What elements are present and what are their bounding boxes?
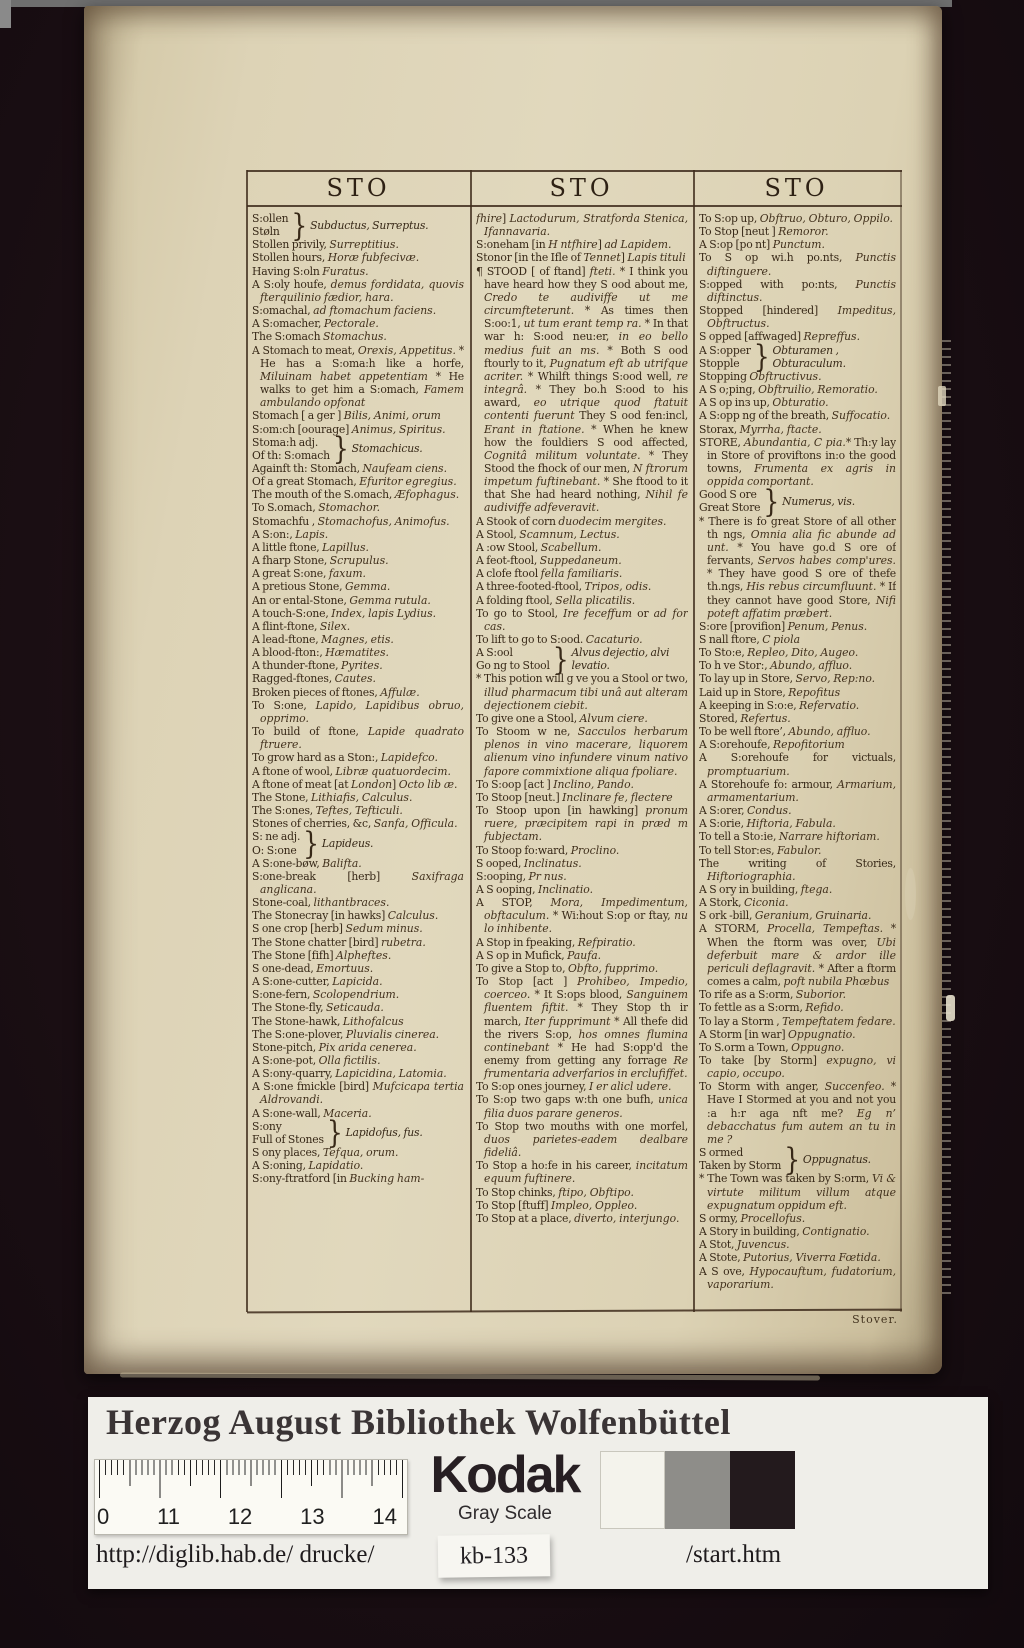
dictionary-entry: To lift to go to S:ood. Cacaturio. <box>476 633 643 646</box>
dictionary-entry: The S:one-plover, Pluvialis cinerea. <box>252 1027 440 1041</box>
dictionary-entry: A feot-ftool, Suppedaneum. <box>476 554 622 568</box>
dictionary-entry: To Stop [ftuff] Impleo, Oppleo. <box>476 1198 638 1212</box>
dictionary-entry: To S:op two gaps w:th one bufh, unica filia duos parare generos. <box>476 1093 688 1120</box>
dictionary-entry: Having S:oln Furatus. <box>252 264 369 278</box>
dictionary-entry: The Stone-hawk, Lithofalcus <box>252 1014 404 1028</box>
dictionary-entry: S:om:ch [oourage] Animus, Spiritus. <box>252 422 446 436</box>
library-label-card <box>88 1397 988 1589</box>
digital-library-url: http://diglib.hab.de/ drucke/ <box>96 1541 375 1568</box>
dictionary-entry: A S ooping, Inclinatio. <box>476 882 594 896</box>
dictionary-entry: S opped [affwaged] Repreffus. <box>699 330 861 344</box>
dictionary-entry: To tell a Sto:ie, Narrare hiftoriam. <box>699 830 880 844</box>
dictionary-entry: To Sto:e, Repleo, Dito, Augeo. <box>699 646 859 660</box>
dictionary-entry: A keeping in S:o:e, Refervatio. <box>699 698 860 712</box>
dictionary-entry: S nall ftore, C piola <box>699 633 801 646</box>
dictionary-entry: A Stomach to meat, Orexis, Appetitus. * He has a S:oma:h like a horfe, Miluinam habet appetentiam * He walks to get him a S:omach, Famem ambulando opfonat <box>252 343 464 410</box>
dictionary-entry: A ftone of wool, Libræ quatuordecim. <box>252 764 451 778</box>
dictionary-entry: A little ftone, Lapillus. <box>252 540 369 554</box>
running-head-column-2: STO <box>549 174 614 202</box>
dictionary-entry: To rife as a S:orm, Suborior. <box>699 988 847 1002</box>
dictionary-entry: A S:one fmickle [bird] Mufcicapa tertia Aldrovandi. <box>252 1080 464 1107</box>
dictionary-entry: A great S:one, faxum. <box>252 567 366 581</box>
dictionary-entry: A S:one-wall, Maceria. <box>252 1106 372 1120</box>
dictionary-entry: A Stork, Ciconia. <box>699 896 789 910</box>
dictionary-entry: The Stone [fifh] Alpheftes. <box>252 948 392 962</box>
gray-scale-patch-1 <box>665 1451 730 1529</box>
dictionary-entry: S ooped, Inclinatus. <box>476 856 582 870</box>
dictionary-entry: Stomachfu , Stomachofus, Animofus. <box>252 514 450 528</box>
catchword: Stover. <box>852 1313 898 1326</box>
dictionary-entry: A folding ftool, Sella plicatilis. <box>476 593 636 607</box>
header-underline <box>247 205 902 207</box>
dictionary-entry: To tell Stor:es, Fabulor. <box>699 843 822 857</box>
ruler-label: 11 <box>157 1504 180 1529</box>
dictionary-entry: A lead-ftone, Magnes, etis. <box>252 633 394 646</box>
column-divider-2 <box>693 170 695 1312</box>
dictionary-entry: STORE, Abundantia, C pia.* Th:y lay in Store of proviftons in:o the good towns, Frumenta ex agris in oppida comportant. <box>699 435 896 489</box>
dictionary-entry: To Stoop [neut.] Inclinare fe, flectere <box>476 790 673 804</box>
dictionary-entry: To Storm with anger, Succenfeo. * Have I Stormed at you and not you :a h:r aga nft me? Eg n’ debacchatus fum autem an tu in me ? <box>699 1080 896 1146</box>
dictionary-entry: Stored, Refertus. <box>699 711 791 725</box>
dictionary-entry: To Stoop upon [in hawking] pronum ruere, præcipitem rapi in præd m fubjectam. <box>476 804 688 844</box>
dictionary-entry: A S o;ping, Obftruilio, Remoratio. <box>699 383 878 397</box>
dictionary-brace-entry: A S:opper Stopple } Obturamen , Obturaculum. <box>699 338 846 375</box>
dictionary-entry: S:ony-ftratford [in Bucking ham- <box>252 1172 425 1186</box>
dictionary-brace-entry: Good S ore Great Store } Numerus, vis. <box>699 483 855 520</box>
dictionary-entry: To S:op ones journey, I er alicl udere. <box>476 1080 672 1094</box>
dictionary-entry: A Stook of corn duodecim mergites. <box>476 514 667 528</box>
dictionary-entry: To S:op up, Obftruo, Obturo, Oppilo. <box>699 212 893 225</box>
dictionary-entry: * There is fo great Store of all other th ngs, Omnia alia fic abunde ad unt. * You have go.d S ore of fervants, Servos habes comp'ures. * They have good S ore of thefe th.ngs, His rebus circumfluunt. * If they cannot have good Store, Nifi poteft affatim præbert. <box>699 514 896 620</box>
dictionary-entry: A fharp Stone, Scrupulus. <box>252 554 389 568</box>
dictionary-entry: A Stop in fpeaking, Refpiratio. <box>476 935 636 949</box>
dictionary-entry: A S:orehoufe for victuals, promptuarium. <box>699 751 896 778</box>
dictionary-entry: S:ooping, Pr nus. <box>476 869 567 883</box>
dictionary-entry: A S:ony-quarry, Lapicidina, Latomia. <box>252 1067 447 1081</box>
dictionary-entry: A pretious Stone, Gemma. <box>252 580 391 594</box>
ruler-label: 0 <box>97 1504 110 1529</box>
gray-scale-label: Gray Scale <box>458 1503 552 1524</box>
dictionary-entry: A S op in Mufick, Paufa. <box>476 948 602 962</box>
dictionary-brace-entry: S ormed Taken by Storm } Oppugnatus. <box>699 1141 871 1178</box>
dictionary-entry: S ony places, Tefqua, orum. <box>252 1146 399 1160</box>
dictionary-entry: The Stone, Lithiafis, Calculus. <box>252 790 413 804</box>
dictionary-entry: A S:oning, Lapidatio. <box>252 1159 364 1173</box>
dictionary-entry: To S.orm a Town, Oppugno. <box>699 1040 845 1054</box>
dictionary-entry: Stomach [ a ger ] Bilis, Animi, orum <box>252 409 441 423</box>
fore-edge-speck <box>938 386 946 406</box>
dictionary-entry: To Stoom w ne, Sacculos herbarum plenos in vino macerare, liquorem alienum vino infundere vinum nativo fapore commixtione aliqua fpoliare. <box>476 725 688 778</box>
dictionary-entry: A S ory in building, ftega. <box>699 882 833 896</box>
dictionary-entry: A S:orie, Hiftoria, Fabula. <box>699 817 836 831</box>
dictionary-entry: A touch-S:one, Index, lapis Lydius. <box>252 606 437 620</box>
dictionary-entry: * This potion will g ve you a Stool or two, illud pharmacum tibi unâ aut alteram dejectionem ciebit. <box>476 672 688 712</box>
brace-glyph: } <box>784 1141 800 1178</box>
dictionary-entry: A S:one-bøw, Balifta. <box>252 856 362 870</box>
dictionary-entry: A Stool, Scamnum, Lectus. <box>476 527 620 541</box>
dictionary-entry: To go to Stool, Ire feceffum or ad for cas. <box>476 606 688 633</box>
gray-scale-patches <box>600 1451 795 1529</box>
page-blemish <box>905 868 916 920</box>
dictionary-brace-entry: S:ollen Støln } Subductus, Surreptus. <box>252 212 464 238</box>
brace-glyph: } <box>753 338 770 375</box>
brace-glyph: } <box>332 430 349 467</box>
dictionary-entry: Stone-coal, lithantbraces. <box>252 896 390 910</box>
dictionary-entry: Stones of cherries, &c, Sanfa, Officula. <box>252 817 458 831</box>
dictionary-entry: Storax, Myrrha, ftacte. <box>699 422 822 436</box>
dictionary-entry: A S:oly houfe, demus fordidata, quovis fterquilinio fædior, hara. <box>252 277 464 304</box>
running-head-column-1: STO <box>326 174 391 202</box>
dictionary-entry: To Stop [act ] Prohibeo, Impedio, coerceo. * It S:ops blood, Sanguinem fluentem fiftit. * They Stop th ir march, Iter fupprimunt * All thefe did the rivers S:op, hos omnes flumina continebant * He had S:opp'd the enemy from getting any forrage Re frumentaria adverfarios in erclufiffet. <box>476 975 688 1081</box>
dictionary-entry: Stopped [hindered] Impeditus, Obftructus. <box>699 304 896 331</box>
book-fore-edge <box>942 340 951 1295</box>
brace-glyph: } <box>326 1114 343 1152</box>
dictionary-column-1 <box>252 212 464 1308</box>
dictionary-entry: A Storm [in war] Oppugnatio. <box>699 1027 856 1041</box>
ruler-label: 12 <box>227 1504 253 1529</box>
gray-scale-patch-0 <box>600 1451 665 1529</box>
dictionary-entry: A STOP, Mora, Impedimentum, obftaculum. * Wi:hout S:op or ftay, nu lo inhibente. <box>476 896 688 936</box>
text-block-top-rule <box>247 170 902 172</box>
running-head-column-3: STO <box>764 174 829 202</box>
dictionary-entry: A STORM, Procella, Tempeftas. * When the ftorm was over, Ubi deferbuit mare & ardor ille periculi deflagravit. * After a ftorm comes a calm, poft nubila Phœbus <box>699 922 896 989</box>
dictionary-entry: A three-footed-ftool, Tripos, odis. <box>476 580 652 594</box>
gray-scale-patch-2 <box>730 1451 795 1529</box>
dictionary-entry: To S:oop [act ] Inclino, Pando. <box>476 777 634 791</box>
dictionary-entry: S:oneham [in H ntfhire] ad Lapidem. <box>476 238 672 252</box>
dictionary-entry: The S:omach Stomachus. <box>252 330 387 344</box>
dictionary-entry: A S:op [po nt] Punctum. <box>699 238 825 252</box>
dictionary-entry: A ftone of meat [at London] Octo lib æ. <box>252 777 458 791</box>
start-page-path: /start.htm <box>686 1541 782 1568</box>
brace-glyph: } <box>552 641 569 678</box>
scanner-frame-corner <box>0 0 11 28</box>
ruler-label: 13 <box>300 1504 325 1529</box>
dictionary-entry: A S:one-cutter, Lapicida. <box>252 975 383 989</box>
dictionary-entry: The writing of Stories, Hiftoriographia. <box>699 856 896 883</box>
dictionary-entry: A S:opp ng of the breath, Suffocatio. <box>699 409 891 423</box>
dictionary-entry: To grow hard as a Ston:, Lapidefco. <box>252 751 438 765</box>
dictionary-entry: fhire] Lactodurum, Stratforda Stenica, Ifannavaria. <box>476 212 688 239</box>
dictionary-entry: S:opped with po:nts, Punctis diftinctus. <box>699 277 896 304</box>
ruler-ticks <box>99 1460 403 1500</box>
brace-glyph: } <box>763 483 780 520</box>
ruler-label: 14 <box>372 1504 397 1529</box>
dictionary-entry: To Stop chinks, ftipo, Obftipo. <box>476 1185 634 1199</box>
dictionary-entry: A :ow Stool, Scabellum. <box>476 540 602 554</box>
dictionary-entry: A S:orehoufe, Repofitorium <box>699 738 845 752</box>
dictionary-entry: The mouth of the S.omach, Æfophagus. <box>252 488 460 502</box>
dictionary-entry: A Stot, Juvencus. <box>699 1238 790 1252</box>
dictionary-entry: A S:one-pot, Olla fictilis. <box>252 1054 381 1067</box>
dictionary-entry: A blood-fton:, Hæmatites. <box>252 646 389 660</box>
shelfmark-slip: kb-133 <box>438 1534 551 1578</box>
dictionary-entry: A clofe ftool fella familiaris. <box>476 567 623 581</box>
dictionary-entry: A S:omacher, Pectorale. <box>252 317 379 331</box>
dictionary-entry: The S:ones, Teftes, Tefticuli. <box>252 804 403 818</box>
dictionary-entry: S:one-fern, Scolopendrium. <box>252 988 400 1002</box>
text-block-left-rule <box>246 170 248 1312</box>
dictionary-entry: A thunder-ftone, Pyrites. <box>252 659 383 673</box>
dictionary-entry: A Storehoufe fo: armour, Armarium, armamentarium. <box>699 777 896 804</box>
dictionary-entry: A Stote, Putorius, Viverra Fœtida. <box>699 1251 881 1265</box>
dictionary-column-2 <box>476 212 688 1308</box>
dictionary-entry: S ormy, Procellofus. <box>699 1211 806 1225</box>
dictionary-entry: The Stonecray [in hawks] Calculus. <box>252 909 439 923</box>
dictionary-entry: To S:one, Lapido, Lapidibus obruo, opprimo. <box>252 698 464 725</box>
dictionary-entry: Stollen hours, Horæ fubfecivæ. <box>252 251 420 265</box>
dictionary-entry: Stonor [in the Ifle of Tennet] Lapis tituli <box>476 251 686 265</box>
kodak-wordmark: Kodak <box>430 1446 580 1504</box>
dictionary-entry: The Stone chatter [bird] rubetra. <box>252 935 426 949</box>
text-block-right-rule <box>900 170 902 1312</box>
dictionary-entry: A S ove, Hypocauftum, fudatorium, vaporarium. <box>699 1264 896 1291</box>
dictionary-entry: To S op wi.h po.nts, Punctis diftinguere. <box>699 251 896 278</box>
dictionary-entry: To Stop two mouths with one morfel, duos parietes-eadem dealbare fideliâ. <box>476 1119 688 1160</box>
dictionary-entry: Stopping Obftructivus. <box>699 369 822 383</box>
dictionary-entry: To be well ftore’, Abundo, affluo. <box>699 725 871 739</box>
dictionary-entry: S ork -bill, Geranium, Gruinaria. <box>699 909 872 923</box>
dictionary-entry: To Stop [neut ] Remoror. <box>699 225 829 239</box>
dictionary-entry: S:ore [provifion] Penum, Penus. <box>699 619 868 633</box>
dictionary-brace-entry: Stoma:h adj. Of th: S:omach } Stomachicus. <box>252 430 423 467</box>
dictionary-entry: S one crop [herb] Sedum minus. <box>252 922 423 936</box>
measurement-ruler <box>94 1459 408 1535</box>
dictionary-brace-entry: S: ne adj. O: S:one } Lapideus. <box>252 825 374 862</box>
dictionary-entry: To h ve Stor:, Abundo, affluo. <box>699 659 853 673</box>
dictionary-brace-entry: A S:ool Go ng to Stool } Alvus dejectio, alvi levatio. <box>476 641 670 678</box>
dictionary-entry: * The Town was taken by S:orm, Vi & virtute militum villum atque expugnatum oppidum eft. <box>699 1172 896 1212</box>
ruler-labels <box>97 1504 397 1530</box>
dictionary-entry: To Stop at a place, diverto, interjungo. <box>476 1211 680 1225</box>
dictionary-entry: To lay up in Store, Servo, Rep:no. <box>699 672 876 686</box>
dictionary-entry: A S op inз up, Obturatio. <box>699 396 829 410</box>
dictionary-entry: To Stoop fo:ward, Proclino. <box>476 843 620 857</box>
dictionary-entry: S one-dead, Emortuus. <box>252 961 374 975</box>
dictionary-entry: Of a great Stomach, Efuritor egregius. <box>252 475 457 489</box>
dictionary-entry: To S.omach, Stomachor. <box>252 501 381 515</box>
dictionary-entry: To give a Stop to, Obfto, fupprimo. <box>476 961 659 975</box>
library-name: Herzog August Bibliothek Wolfenbüttel <box>106 1402 731 1442</box>
dictionary-entry: Ragged-ftones, Cautes. <box>252 672 376 686</box>
kodak-logo <box>410 1446 600 1525</box>
fore-edge-speck <box>946 995 955 1021</box>
dictionary-entry: S:omachal, ad ftomachum faciens. <box>252 304 437 318</box>
dictionary-entry: To build of ftone, Lapide quadrato ftruere. <box>252 725 464 752</box>
dictionary-column-3 <box>699 212 896 1308</box>
dictionary-entry: ¶ STOOD [ of ftand] fteti. * I think you have heard how they S ood about me, Credo te audiviffe ut me circumfteterunt. * As times then S:oo:1, ut tum erant temp ra. * In that war h: S:ood neu:er, in eo bello medius fuit an mѕ. * Both S ood ftourly to it, Pugnatum eft ab utrifque acriter. * Whilft things S:ood well, re integrâ. * They bo.h S:ood to his award, eo utrique quod ftatuit contenti fuerunt They S ood fen:incl, Erant in ftatione. * When he knew how the fouldiers S ood affected, Cognitâ militum voluntate. * They Stood the fhock of our men, N ftrorum impetum fuftinebant. * She ftood to it that She had heard nothing, Nihil fe audiviffe adfeveravit. <box>476 264 688 515</box>
dictionary-entry: Laid up in Store, Repofitus <box>699 685 841 699</box>
brace-glyph: } <box>291 212 308 244</box>
dictionary-entry: An or ental-Stone, Gemma rutula. <box>252 593 431 607</box>
dictionary-entry: A flint-ftone, Silex. <box>252 619 351 633</box>
dictionary-entry: The Stone-fly, Seticauda. <box>252 1001 384 1015</box>
dictionary-brace-entry: S:ony Full of Stones } Lapidofus, fus. <box>252 1114 423 1152</box>
dictionary-entry: Stollen privily, Surreptitius. <box>252 238 399 252</box>
brace-glyph: } <box>303 825 319 862</box>
dictionary-entry: Againft th: Stomach, Naufeam ciens. <box>252 461 448 475</box>
dictionary-entry: To Stop a ho:fe in his career, incitatum equum fuftinere. <box>476 1159 688 1186</box>
dictionary-entry: A S:orer, Condus. <box>699 804 792 818</box>
dictionary-entry: A Story in building, Contignatio. <box>699 1225 870 1239</box>
dictionary-entry: To take [by Storm] expugno, vi capio, occupo. <box>699 1054 896 1081</box>
dictionary-entry: To fettle as a S:orm, Refido. <box>699 1001 844 1015</box>
dictionary-entry: Broken pieces of ftones, Affulæ. <box>252 685 420 699</box>
dictionary-entry: S:one-break [herb] Saxifraga anglicana. <box>252 869 464 896</box>
dictionary-entry: To give one a Stool, Alvum ciere. <box>476 711 648 725</box>
dictionary-entry: A S:on:, Lapis. <box>252 527 329 541</box>
dictionary-entry: To lay a Storm , Tempeftatem fedare. <box>699 1014 896 1028</box>
column-divider-1 <box>470 170 472 1312</box>
dictionary-entry: Stone-pitch, Pix arida cenerea. <box>252 1040 417 1054</box>
